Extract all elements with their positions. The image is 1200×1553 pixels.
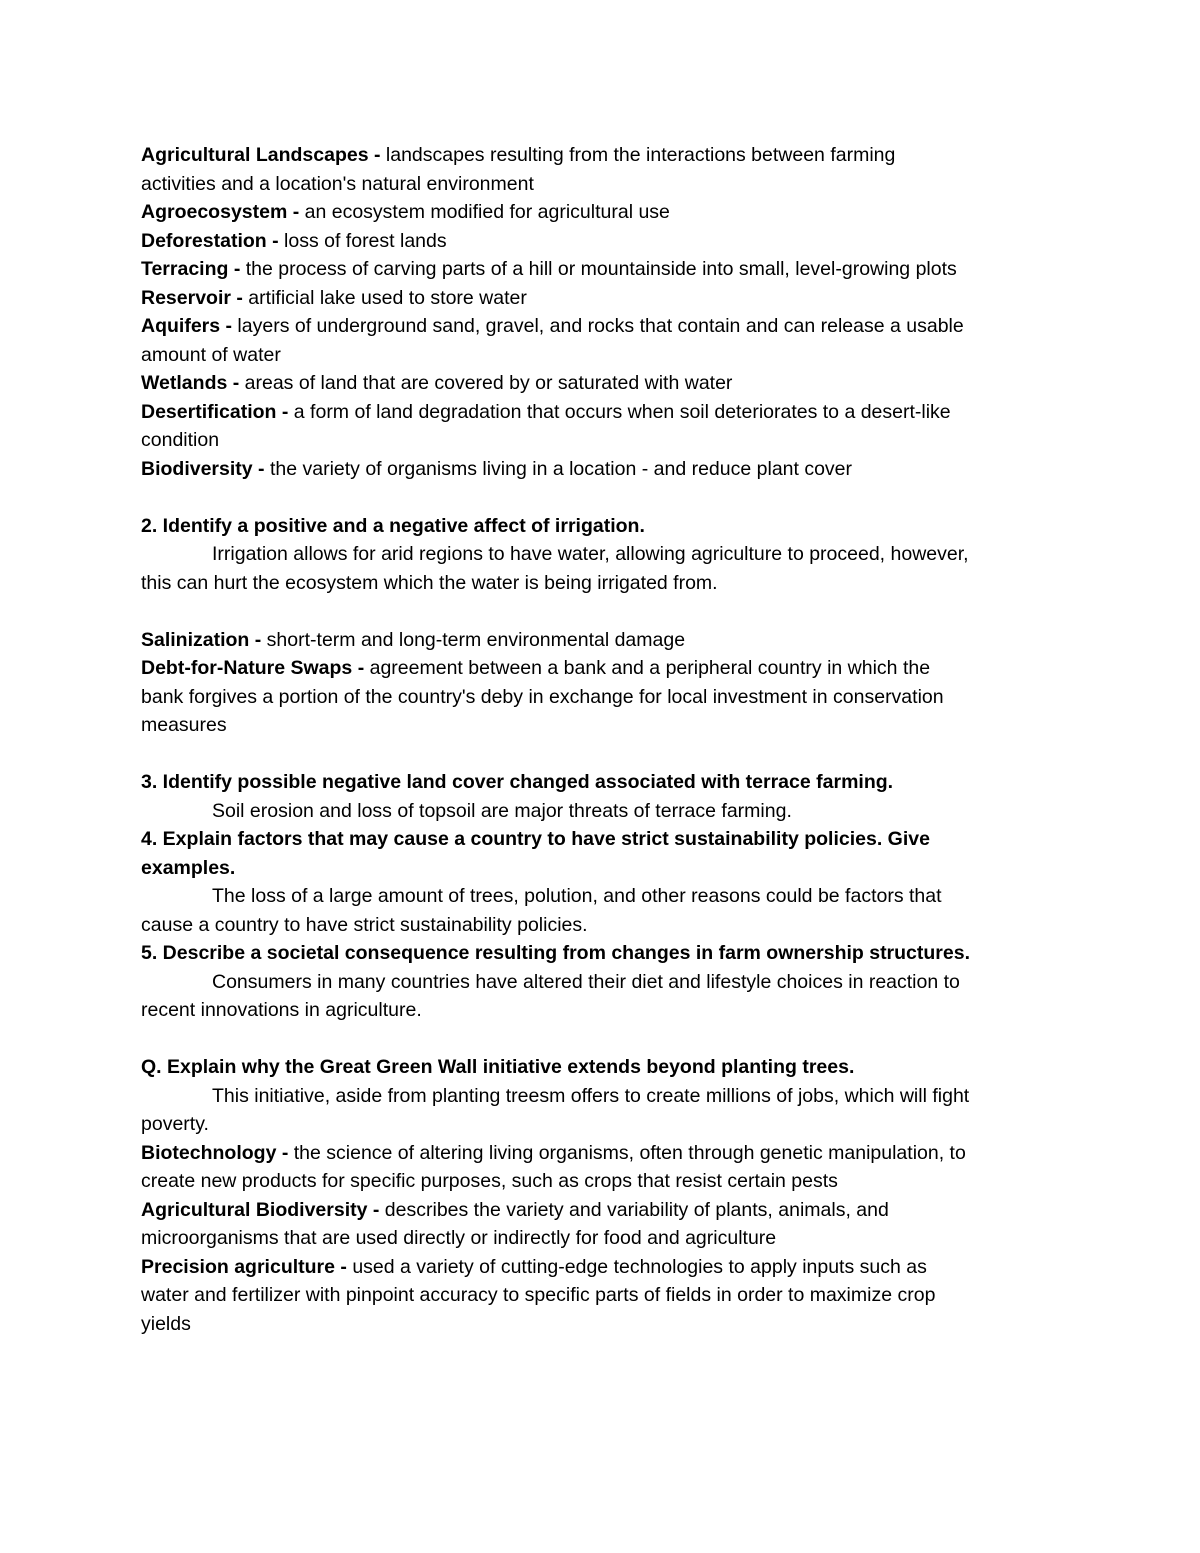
answer-text: cause a country to have strict sustainability policies.: [141, 913, 588, 936]
definition-text: describes the variety and variability of plants, animals, and: [379, 1198, 889, 1221]
definition-text: activities and a location's natural environment: [141, 172, 534, 195]
definition-term: Terracing -: [141, 258, 241, 280]
definition-terracing: [141, 255, 1061, 284]
definition-text: microorganisms that are used directly or indirectly for food and agriculture: [141, 1227, 777, 1249]
definition-term: Wetlands -: [141, 372, 240, 394]
question-5-block: [141, 939, 1061, 1025]
definition-text: measures: [141, 714, 227, 736]
definition-text: an ecosystem modified for agricultural use: [299, 201, 670, 223]
paragraph-gap: [141, 740, 1061, 769]
definition-text: layers of underground sand, gravel, and rocks that contain and can release a usable: [232, 315, 964, 337]
definition-text: agreement between a bank and a peripheral country in which the: [364, 657, 931, 679]
question-2-block: [141, 512, 1061, 598]
definition-term: Agroecosystem -: [141, 201, 300, 223]
definition-term: Salinization -: [141, 628, 262, 651]
paragraph-gap: [141, 1025, 1061, 1054]
definition-text: artificial lake used to store water: [242, 286, 527, 309]
question-3-block: [141, 768, 1061, 825]
question-4-block: [141, 825, 1061, 939]
definition-desertification: [141, 398, 1061, 455]
question-heading: 5. Describe a societal consequence resulting from changes in farm ownership structures.: [141, 942, 971, 964]
answer-text: This initiative, aside from planting treesm offers to create millions of jobs, which will fight: [212, 1084, 970, 1107]
definition-biodiversity: [141, 455, 1061, 484]
document-page: [141, 141, 1061, 1338]
definition-text: loss of forest lands: [278, 229, 447, 252]
definition-text: used a variety of cutting-edge technologies to apply inputs such as: [346, 1255, 927, 1278]
definition-text: yields: [141, 1312, 191, 1335]
definition-agroecosystem: [141, 198, 1061, 227]
definition-text: the variety of organisms living in a location - and reduce plant cover: [264, 457, 853, 480]
definition-text: amount of water: [141, 343, 281, 366]
definition-term: Debt-for-Nature Swaps -: [141, 657, 365, 679]
definition-debt-for-nature-swaps: [141, 654, 1061, 740]
question-heading: Q. Explain why the Great Green Wall initiative extends beyond planting trees.: [141, 1056, 855, 1078]
definition-text: landscapes resulting from the interactions between farming: [380, 144, 896, 166]
answer-text: The loss of a large amount of trees, polution, and other reasons could be factors that: [212, 885, 942, 907]
paragraph-gap: [141, 483, 1061, 512]
answer-text: Soil erosion and loss of topsoil are major threats of terrace farming.: [212, 799, 792, 822]
answer-text: Consumers in many countries have altered their diet and lifestyle choices in reaction to: [212, 970, 960, 993]
answer-text: recent innovations in agriculture.: [141, 999, 422, 1021]
answer-text: this can hurt the ecosystem which the water is being irrigated from.: [141, 571, 718, 594]
definition-term: Aquifers -: [141, 315, 233, 337]
definition-term: Biodiversity -: [141, 457, 265, 480]
definition-text: the process of carving parts of a hill or mountainside into small, level-growing plots: [240, 258, 957, 280]
definition-text: areas of land that are covered by or saturated with water: [239, 372, 733, 394]
question-q-block: [141, 1053, 1061, 1139]
paragraph-gap: [141, 597, 1061, 626]
question-heading: 4. Explain factors that may cause a country to have strict sustainability policies. Give: [141, 828, 930, 850]
definition-text: the science of altering living organisms, often through genetic manipulation, to: [288, 1141, 966, 1164]
definition-text: condition: [141, 429, 220, 451]
question-heading: 3. Identify possible negative land cover changed associated with terrace farming.: [141, 771, 894, 793]
definition-deforestation: [141, 227, 1061, 256]
definition-term: Agricultural Biodiversity -: [141, 1198, 380, 1221]
definition-precision-agriculture: [141, 1253, 1061, 1339]
answer-text: Irrigation allows for arid regions to have water, allowing agriculture to proceed, however,: [212, 543, 969, 565]
definition-biotechnology: [141, 1139, 1061, 1196]
definition-term: Agricultural Landscapes -: [141, 144, 381, 166]
definition-term: Reservoir -: [141, 286, 243, 309]
definition-text: create new products for specific purposes, such as crops that resist certain pests: [141, 1170, 838, 1192]
definition-term: Biotechnology -: [141, 1141, 289, 1164]
definition-term: Deforestation -: [141, 229, 279, 252]
question-heading: examples.: [141, 856, 236, 879]
definition-aquifers: [141, 312, 1061, 369]
definition-wetlands: [141, 369, 1061, 398]
answer-text: poverty.: [141, 1113, 209, 1135]
definition-text: short-term and long-term environmental damage: [261, 628, 686, 651]
definition-term: Desertification -: [141, 400, 289, 423]
definition-term: Precision agriculture -: [141, 1255, 347, 1278]
definition-agricultural-biodiversity: [141, 1196, 1061, 1253]
definition-text: water and fertilizer with pinpoint accuracy to specific parts of fields in order to maximize crop: [141, 1284, 936, 1306]
definition-text: bank forgives a portion of the country's deby in exchange for local investment in conservation: [141, 685, 944, 708]
definition-reservoir: [141, 284, 1061, 313]
definition-agricultural-landscapes: [141, 141, 1061, 198]
definition-salinization: [141, 626, 1061, 655]
definition-text: a form of land degradation that occurs when soil deteriorates to a desert-like: [288, 400, 951, 423]
question-heading: 2. Identify a positive and a negative affect of irrigation.: [141, 514, 645, 537]
